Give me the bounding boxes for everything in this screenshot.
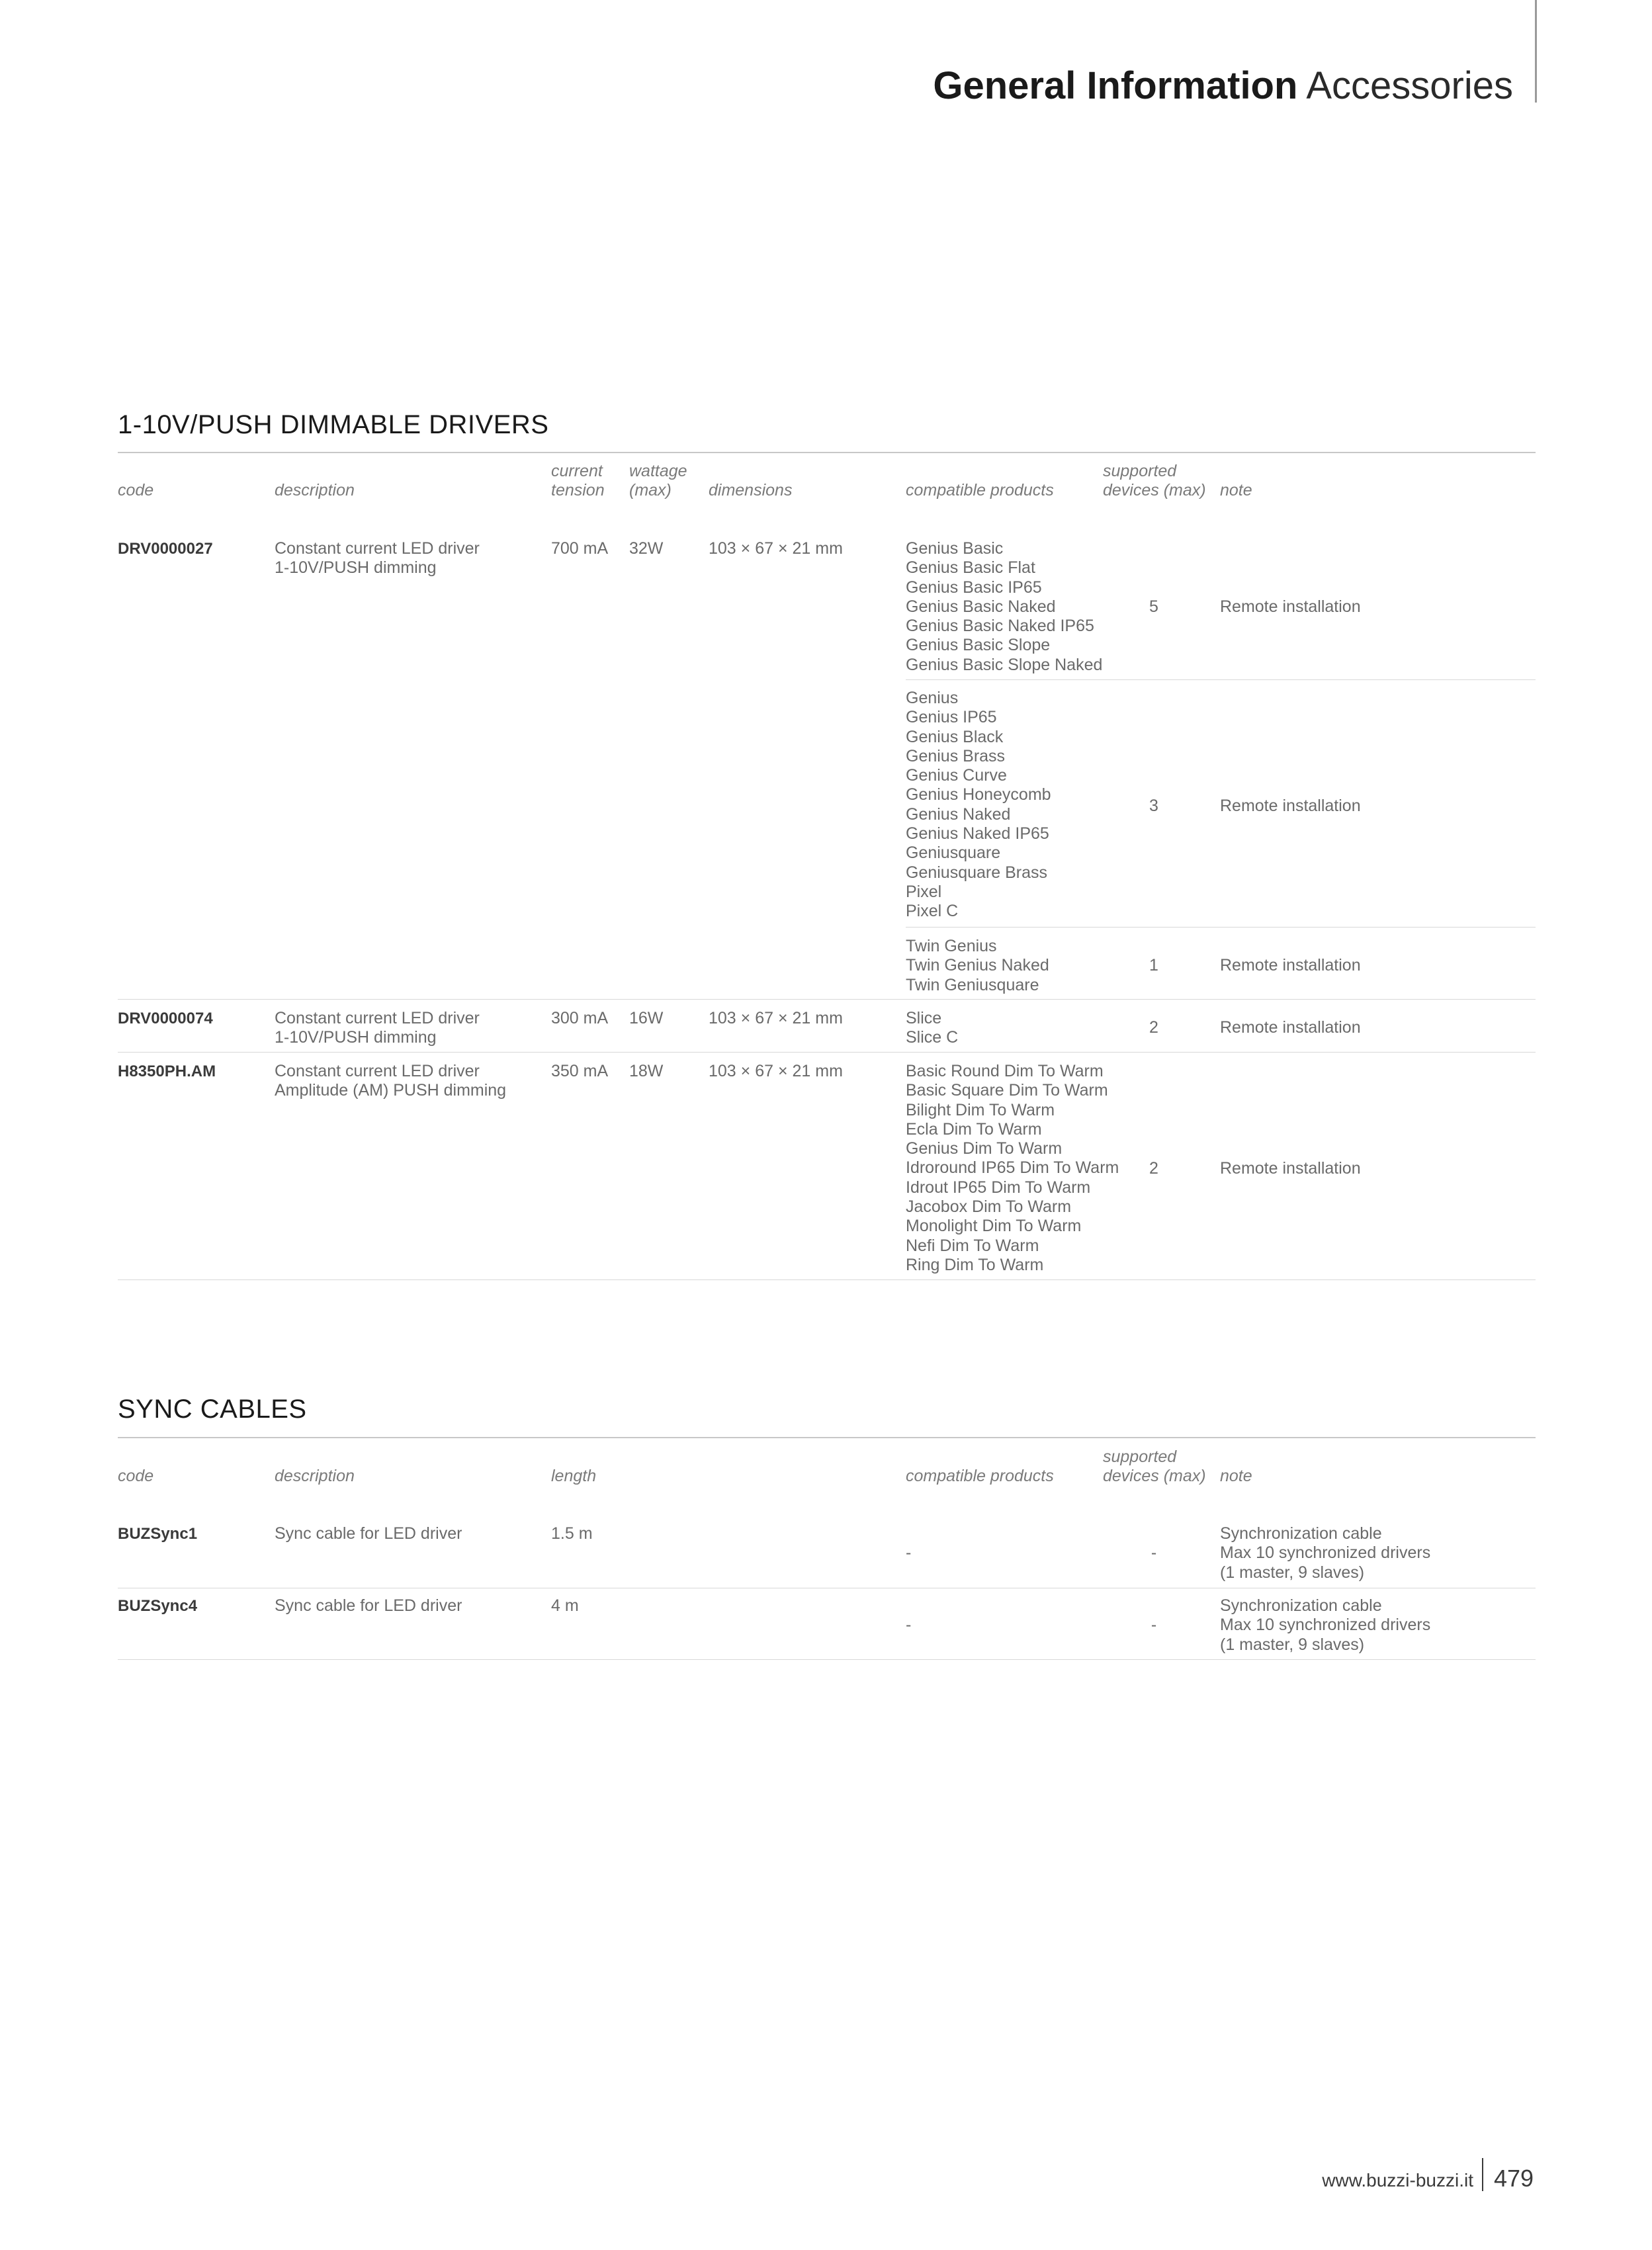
compatible-products-list: Slice Slice C xyxy=(906,1009,959,1047)
row-note: Remote installation xyxy=(1220,597,1361,616)
row-compatible: - xyxy=(906,1616,912,1634)
compatible-products-list: Genius Genius IP65 Genius Black Genius Brass Genius Curve Genius Honeycomb Genius Naked Genius Naked IP65 Geniusquare Geniusquare Brass Pixel Pixel C xyxy=(906,689,1051,921)
supported-devices: 3 xyxy=(1149,797,1158,815)
col-header-code: code xyxy=(118,1467,154,1485)
page-title-bold: General Information xyxy=(933,64,1298,107)
group-divider xyxy=(906,927,1536,928)
compatible-products-list: Basic Round Dim To Warm Basic Square Dim To Warm Bilight Dim To Warm Ecla Dim To Warm Genius Dim To Warm Idroround IP65 Dim To Warm Idrout IP65 Dim To Warm Jacobox Dim To Warm Monolight Dim To Warm Nefi Dim To Warm Ring Dim To Warm xyxy=(906,1062,1119,1274)
col-header-supported-1: supported xyxy=(1103,1448,1177,1466)
row-code: BUZSync4 xyxy=(118,1597,198,1615)
footer-url[interactable]: www.buzzi-buzzi.it xyxy=(1322,2170,1473,2190)
row-description: Constant current LED driver Amplitude (AM) PUSH dimming xyxy=(275,1062,507,1100)
page-number: 479 xyxy=(1494,2165,1534,2192)
row-code: DRV0000027 xyxy=(118,540,213,558)
sync-section-title: SYNC CABLES xyxy=(118,1395,307,1424)
row-length: 1.5 m xyxy=(551,1524,593,1543)
row-compatible: - xyxy=(906,1543,912,1562)
row-description: Sync cable for LED driver xyxy=(275,1524,462,1543)
col-header-current-1: current xyxy=(551,462,603,480)
row-divider xyxy=(118,1279,1536,1280)
footer-divider xyxy=(1482,2158,1483,2191)
row-note: Synchronization cable Max 10 synchronized drivers (1 master, 9 slaves) xyxy=(1220,1524,1431,1582)
col-header-supported-2: devices (max) xyxy=(1103,1467,1206,1485)
row-current: 700 mA xyxy=(551,539,609,558)
row-note: Synchronization cable Max 10 synchronized drivers (1 master, 9 slaves) xyxy=(1220,1596,1431,1654)
row-wattage: 16W xyxy=(629,1009,664,1027)
row-current: 300 mA xyxy=(551,1009,609,1027)
row-wattage: 32W xyxy=(629,539,664,558)
page-title xyxy=(933,64,1513,108)
col-header-wattage-2: (max) xyxy=(629,481,672,499)
row-note: Remote installation xyxy=(1220,797,1361,815)
supported-devices: 1 xyxy=(1149,956,1158,974)
sync-title-rule xyxy=(118,1437,1536,1438)
group-divider xyxy=(906,679,1536,680)
row-description: Constant current LED driver 1-10V/PUSH dimming xyxy=(275,539,480,578)
col-header-dimensions: dimensions xyxy=(709,481,793,499)
row-dimensions: 103 × 67 × 21 mm xyxy=(709,1062,843,1080)
col-header-note: note xyxy=(1220,481,1252,499)
col-header-supported-1: supported xyxy=(1103,462,1177,480)
row-description: Sync cable for LED driver xyxy=(275,1596,462,1615)
supported-devices: - xyxy=(1151,1543,1157,1562)
row-dimensions: 103 × 67 × 21 mm xyxy=(709,539,843,558)
col-header-current-2: tension xyxy=(551,481,605,499)
row-code: BUZSync1 xyxy=(118,1525,198,1543)
col-header-supported-2: devices (max) xyxy=(1103,481,1206,499)
row-divider xyxy=(118,1659,1536,1660)
supported-devices: - xyxy=(1151,1616,1157,1634)
row-note: Remote installation xyxy=(1220,1159,1361,1178)
col-header-note: note xyxy=(1220,1467,1252,1485)
col-header-code: code xyxy=(118,481,154,499)
drivers-section-title: 1-10V/PUSH DIMMABLE DRIVERS xyxy=(118,410,549,439)
row-code: DRV0000074 xyxy=(118,1010,213,1027)
row-note: Remote installation xyxy=(1220,1018,1361,1037)
col-header-description: description xyxy=(275,1467,355,1485)
top-vertical-rule xyxy=(1535,0,1537,103)
col-header-compatible: compatible products xyxy=(906,481,1054,499)
col-header-compatible: compatible products xyxy=(906,1467,1054,1485)
col-header-wattage-1: wattage xyxy=(629,462,687,480)
row-wattage: 18W xyxy=(629,1062,664,1080)
row-divider xyxy=(118,1052,1536,1053)
supported-devices: 2 xyxy=(1149,1018,1158,1037)
supported-devices: 5 xyxy=(1149,597,1158,616)
page-title-light: Accessories xyxy=(1306,64,1513,107)
row-dimensions: 103 × 67 × 21 mm xyxy=(709,1009,843,1027)
row-divider xyxy=(118,999,1536,1000)
row-description: Constant current LED driver 1-10V/PUSH dimming xyxy=(275,1009,480,1047)
col-header-description: description xyxy=(275,481,355,499)
row-length: 4 m xyxy=(551,1596,579,1615)
compatible-products-list: Twin Genius Twin Genius Naked Twin Geniusquare xyxy=(906,937,1049,994)
row-code: H8350PH.AM xyxy=(118,1062,216,1080)
supported-devices: 2 xyxy=(1149,1159,1158,1178)
compatible-products-list: Genius Basic Genius Basic Flat Genius Basic IP65 Genius Basic Naked Genius Basic Naked IP65 Genius Basic Slope Genius Basic Slope Naked xyxy=(906,539,1103,674)
drivers-title-rule xyxy=(118,452,1536,453)
row-current: 350 mA xyxy=(551,1062,609,1080)
row-note: Remote installation xyxy=(1220,956,1361,974)
col-header-length: length xyxy=(551,1467,597,1485)
